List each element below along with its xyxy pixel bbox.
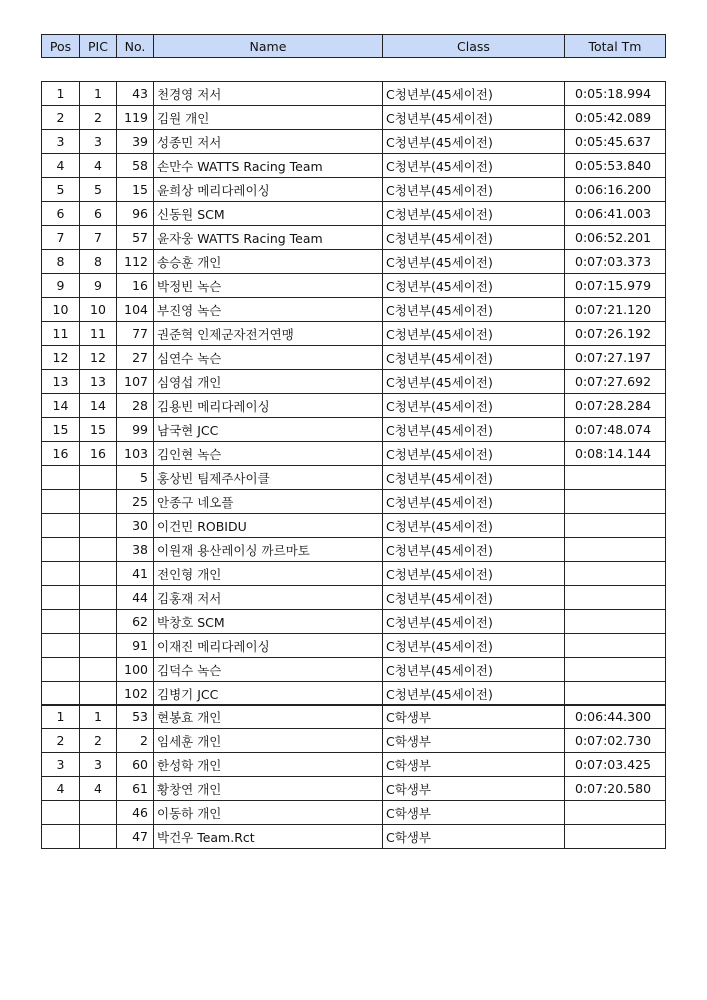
cell-class: C청년부(45세이전): [383, 562, 565, 586]
cell-bib-number: 57: [117, 226, 154, 250]
cell-class: C청년부(45세이전): [383, 106, 565, 130]
cell-pic: 3: [80, 753, 117, 777]
cell-total-time: 0:07:03.373: [565, 250, 666, 274]
cell-rider-name: 남국현 JCC: [154, 418, 383, 442]
cell-rider-name: 성종민 저서: [154, 130, 383, 154]
cell-total-time: [565, 682, 666, 706]
cell-class: C청년부(45세이전): [383, 274, 565, 298]
cell-pos: 6: [42, 202, 80, 226]
header-name: Name: [154, 35, 383, 58]
cell-pos: [42, 490, 80, 514]
cell-bib-number: 27: [117, 346, 154, 370]
table-row: [42, 154, 666, 178]
cell-pic: 11: [80, 322, 117, 346]
table-row: [42, 178, 666, 202]
cell-bib-number: 25: [117, 490, 154, 514]
cell-pic: 1: [80, 82, 117, 106]
cell-total-time: [565, 562, 666, 586]
cell-pic: [80, 825, 117, 849]
cell-pos: 7: [42, 226, 80, 250]
cell-rider-name: 박정빈 녹슨: [154, 274, 383, 298]
cell-pic: 15: [80, 418, 117, 442]
cell-pos: [42, 634, 80, 658]
cell-pos: 3: [42, 130, 80, 154]
cell-pos: 15: [42, 418, 80, 442]
cell-pic: [80, 658, 117, 682]
cell-total-time: 0:07:48.074: [565, 418, 666, 442]
cell-bib-number: 16: [117, 274, 154, 298]
cell-class: C청년부(45세이전): [383, 154, 565, 178]
cell-rider-name: 박창호 SCM: [154, 610, 383, 634]
cell-total-time: 0:07:02.730: [565, 729, 666, 753]
results-header-table: [41, 34, 666, 58]
cell-class: C청년부(45세이전): [383, 682, 565, 706]
cell-total-time: 0:08:14.144: [565, 442, 666, 466]
cell-rider-name: 송승훈 개인: [154, 250, 383, 274]
cell-bib-number: 5: [117, 466, 154, 490]
cell-pic: 5: [80, 178, 117, 202]
table-row: [42, 370, 666, 394]
cell-pos: [42, 682, 80, 706]
header-pic: PIC: [80, 35, 117, 58]
cell-rider-name: 김원 개인: [154, 106, 383, 130]
cell-bib-number: 53: [117, 705, 154, 729]
cell-bib-number: 112: [117, 250, 154, 274]
cell-rider-name: 천경영 저서: [154, 82, 383, 106]
cell-bib-number: 58: [117, 154, 154, 178]
table-row: [42, 82, 666, 106]
cell-class: C청년부(45세이전): [383, 370, 565, 394]
cell-pic: 4: [80, 154, 117, 178]
cell-rider-name: 김덕수 녹슨: [154, 658, 383, 682]
cell-rider-name: 안종구 네오플: [154, 490, 383, 514]
header-total-time: Total Tm: [565, 35, 666, 58]
cell-class: C청년부(45세이전): [383, 346, 565, 370]
cell-pic: 2: [80, 106, 117, 130]
cell-total-time: [565, 466, 666, 490]
table-row: [42, 777, 666, 801]
cell-rider-name: 부진영 녹슨: [154, 298, 383, 322]
table-row: [42, 801, 666, 825]
cell-class: C청년부(45세이전): [383, 178, 565, 202]
table-row: [42, 514, 666, 538]
table-row: [42, 825, 666, 849]
cell-pic: 14: [80, 394, 117, 418]
cell-pic: 7: [80, 226, 117, 250]
table-row: [42, 466, 666, 490]
cell-total-time: [565, 825, 666, 849]
results-table-youth: [41, 81, 666, 706]
table-row: [42, 394, 666, 418]
cell-bib-number: 44: [117, 586, 154, 610]
cell-bib-number: 107: [117, 370, 154, 394]
cell-total-time: 0:07:03.425: [565, 753, 666, 777]
table-row: [42, 753, 666, 777]
cell-pos: 10: [42, 298, 80, 322]
cell-pic: [80, 586, 117, 610]
cell-class: C청년부(45세이전): [383, 130, 565, 154]
cell-pic: [80, 801, 117, 825]
cell-bib-number: 30: [117, 514, 154, 538]
cell-class: C청년부(45세이전): [383, 226, 565, 250]
table-row: [42, 202, 666, 226]
cell-bib-number: 41: [117, 562, 154, 586]
cell-bib-number: 39: [117, 130, 154, 154]
table-row: [42, 634, 666, 658]
cell-class: C청년부(45세이전): [383, 202, 565, 226]
cell-pic: 1: [80, 705, 117, 729]
cell-pos: 16: [42, 442, 80, 466]
cell-pos: 3: [42, 753, 80, 777]
cell-pos: 1: [42, 82, 80, 106]
cell-pic: 9: [80, 274, 117, 298]
cell-pic: [80, 562, 117, 586]
cell-total-time: 0:07:20.580: [565, 777, 666, 801]
cell-pos: 1: [42, 705, 80, 729]
cell-class: C청년부(45세이전): [383, 298, 565, 322]
table-row: [42, 729, 666, 753]
table-row: [42, 418, 666, 442]
cell-rider-name: 황창연 개인: [154, 777, 383, 801]
cell-pos: [42, 825, 80, 849]
cell-pos: 11: [42, 322, 80, 346]
cell-total-time: 0:06:52.201: [565, 226, 666, 250]
cell-rider-name: 윤자웅 WATTS Racing Team: [154, 226, 383, 250]
cell-total-time: 0:05:18.994: [565, 82, 666, 106]
cell-bib-number: 61: [117, 777, 154, 801]
cell-rider-name: 박건우 Team.Rct: [154, 825, 383, 849]
table-row: [42, 610, 666, 634]
cell-bib-number: 43: [117, 82, 154, 106]
cell-rider-name: 이건민 ROBIDU: [154, 514, 383, 538]
cell-pos: 2: [42, 729, 80, 753]
cell-bib-number: 96: [117, 202, 154, 226]
table-row: [42, 130, 666, 154]
results-body-youth: [42, 82, 666, 706]
cell-pic: [80, 466, 117, 490]
cell-rider-name: 김병기 JCC: [154, 682, 383, 706]
cell-class: C학생부: [383, 777, 565, 801]
cell-pos: 4: [42, 154, 80, 178]
table-row: [42, 106, 666, 130]
cell-pic: 16: [80, 442, 117, 466]
header-class: Class: [383, 35, 565, 58]
cell-class: C청년부(45세이전): [383, 322, 565, 346]
cell-total-time: [565, 801, 666, 825]
table-row: [42, 274, 666, 298]
cell-pos: [42, 610, 80, 634]
cell-pic: 4: [80, 777, 117, 801]
cell-rider-name: 김용빈 메리다레이싱: [154, 394, 383, 418]
cell-rider-name: 김인현 녹슨: [154, 442, 383, 466]
cell-pic: 3: [80, 130, 117, 154]
cell-bib-number: 60: [117, 753, 154, 777]
table-row: [42, 322, 666, 346]
cell-rider-name: 심연수 녹슨: [154, 346, 383, 370]
cell-class: C청년부(45세이전): [383, 466, 565, 490]
cell-class: C청년부(45세이전): [383, 418, 565, 442]
cell-class: C청년부(45세이전): [383, 610, 565, 634]
results-table-student: [41, 704, 666, 849]
cell-total-time: 0:05:53.840: [565, 154, 666, 178]
cell-pos: 8: [42, 250, 80, 274]
cell-pic: 13: [80, 370, 117, 394]
table-row: [42, 682, 666, 706]
table-row: [42, 226, 666, 250]
cell-bib-number: 102: [117, 682, 154, 706]
results-body-student: [42, 705, 666, 849]
cell-rider-name: 김홍재 저서: [154, 586, 383, 610]
cell-class: C학생부: [383, 825, 565, 849]
cell-bib-number: 91: [117, 634, 154, 658]
table-row: [42, 490, 666, 514]
table-row: [42, 538, 666, 562]
table-row: [42, 298, 666, 322]
cell-pic: [80, 538, 117, 562]
cell-bib-number: 47: [117, 825, 154, 849]
cell-class: C청년부(45세이전): [383, 634, 565, 658]
cell-class: C학생부: [383, 801, 565, 825]
table-row: [42, 250, 666, 274]
cell-rider-name: 이원재 용산레이싱 까르마토: [154, 538, 383, 562]
cell-class: C청년부(45세이전): [383, 514, 565, 538]
table-row: [42, 705, 666, 729]
cell-pos: 12: [42, 346, 80, 370]
cell-total-time: 0:07:27.197: [565, 346, 666, 370]
cell-rider-name: 전인형 개인: [154, 562, 383, 586]
cell-class: C청년부(45세이전): [383, 82, 565, 106]
cell-class: C학생부: [383, 753, 565, 777]
cell-total-time: [565, 610, 666, 634]
table-row: [42, 442, 666, 466]
cell-bib-number: 100: [117, 658, 154, 682]
cell-total-time: [565, 514, 666, 538]
cell-total-time: 0:05:45.637: [565, 130, 666, 154]
cell-total-time: [565, 538, 666, 562]
cell-pos: 13: [42, 370, 80, 394]
table-row: [42, 346, 666, 370]
cell-pos: [42, 586, 80, 610]
cell-rider-name: 윤희상 메리다레이싱: [154, 178, 383, 202]
cell-class: C청년부(45세이전): [383, 442, 565, 466]
cell-total-time: [565, 586, 666, 610]
cell-pos: 14: [42, 394, 80, 418]
cell-pic: 6: [80, 202, 117, 226]
cell-pos: [42, 658, 80, 682]
cell-total-time: 0:05:42.089: [565, 106, 666, 130]
cell-rider-name: 신동원 SCM: [154, 202, 383, 226]
cell-pic: [80, 490, 117, 514]
cell-pic: 8: [80, 250, 117, 274]
cell-class: C청년부(45세이전): [383, 394, 565, 418]
table-row: [42, 562, 666, 586]
cell-pos: [42, 538, 80, 562]
cell-pos: [42, 562, 80, 586]
cell-bib-number: 28: [117, 394, 154, 418]
header-no: No.: [117, 35, 154, 58]
cell-bib-number: 99: [117, 418, 154, 442]
cell-rider-name: 한성학 개인: [154, 753, 383, 777]
cell-class: C청년부(45세이전): [383, 586, 565, 610]
cell-pic: 10: [80, 298, 117, 322]
cell-pos: 5: [42, 178, 80, 202]
cell-pic: [80, 610, 117, 634]
cell-bib-number: 38: [117, 538, 154, 562]
cell-total-time: 0:07:27.692: [565, 370, 666, 394]
cell-pic: [80, 634, 117, 658]
cell-pic: [80, 514, 117, 538]
cell-total-time: [565, 490, 666, 514]
cell-class: C청년부(45세이전): [383, 538, 565, 562]
cell-class: C학생부: [383, 705, 565, 729]
cell-rider-name: 홍상빈 팀제주사이클: [154, 466, 383, 490]
table-row: [42, 586, 666, 610]
header-pos: Pos: [42, 35, 80, 58]
cell-rider-name: 이재진 메리다레이싱: [154, 634, 383, 658]
cell-total-time: 0:06:44.300: [565, 705, 666, 729]
cell-total-time: 0:06:16.200: [565, 178, 666, 202]
cell-total-time: [565, 634, 666, 658]
cell-pos: [42, 801, 80, 825]
cell-class: C청년부(45세이전): [383, 250, 565, 274]
cell-pic: [80, 682, 117, 706]
cell-total-time: [565, 658, 666, 682]
cell-class: C학생부: [383, 729, 565, 753]
header-row: [42, 35, 666, 58]
cell-pos: [42, 514, 80, 538]
cell-rider-name: 임세훈 개인: [154, 729, 383, 753]
cell-rider-name: 권준혁 인제군자전거연맹: [154, 322, 383, 346]
cell-rider-name: 이동하 개인: [154, 801, 383, 825]
cell-pos: 2: [42, 106, 80, 130]
cell-bib-number: 103: [117, 442, 154, 466]
cell-total-time: 0:07:21.120: [565, 298, 666, 322]
cell-bib-number: 62: [117, 610, 154, 634]
cell-total-time: 0:06:41.003: [565, 202, 666, 226]
cell-pos: 4: [42, 777, 80, 801]
cell-bib-number: 104: [117, 298, 154, 322]
cell-pic: 2: [80, 729, 117, 753]
table-row: [42, 658, 666, 682]
cell-class: C청년부(45세이전): [383, 658, 565, 682]
cell-bib-number: 119: [117, 106, 154, 130]
cell-class: C청년부(45세이전): [383, 490, 565, 514]
cell-pos: [42, 466, 80, 490]
cell-bib-number: 2: [117, 729, 154, 753]
cell-bib-number: 77: [117, 322, 154, 346]
cell-pic: 12: [80, 346, 117, 370]
cell-pos: 9: [42, 274, 80, 298]
cell-total-time: 0:07:26.192: [565, 322, 666, 346]
cell-rider-name: 심영섭 개인: [154, 370, 383, 394]
cell-rider-name: 손만수 WATTS Racing Team: [154, 154, 383, 178]
cell-total-time: 0:07:28.284: [565, 394, 666, 418]
cell-bib-number: 15: [117, 178, 154, 202]
cell-rider-name: 현봉효 개인: [154, 705, 383, 729]
cell-total-time: 0:07:15.979: [565, 274, 666, 298]
cell-bib-number: 46: [117, 801, 154, 825]
